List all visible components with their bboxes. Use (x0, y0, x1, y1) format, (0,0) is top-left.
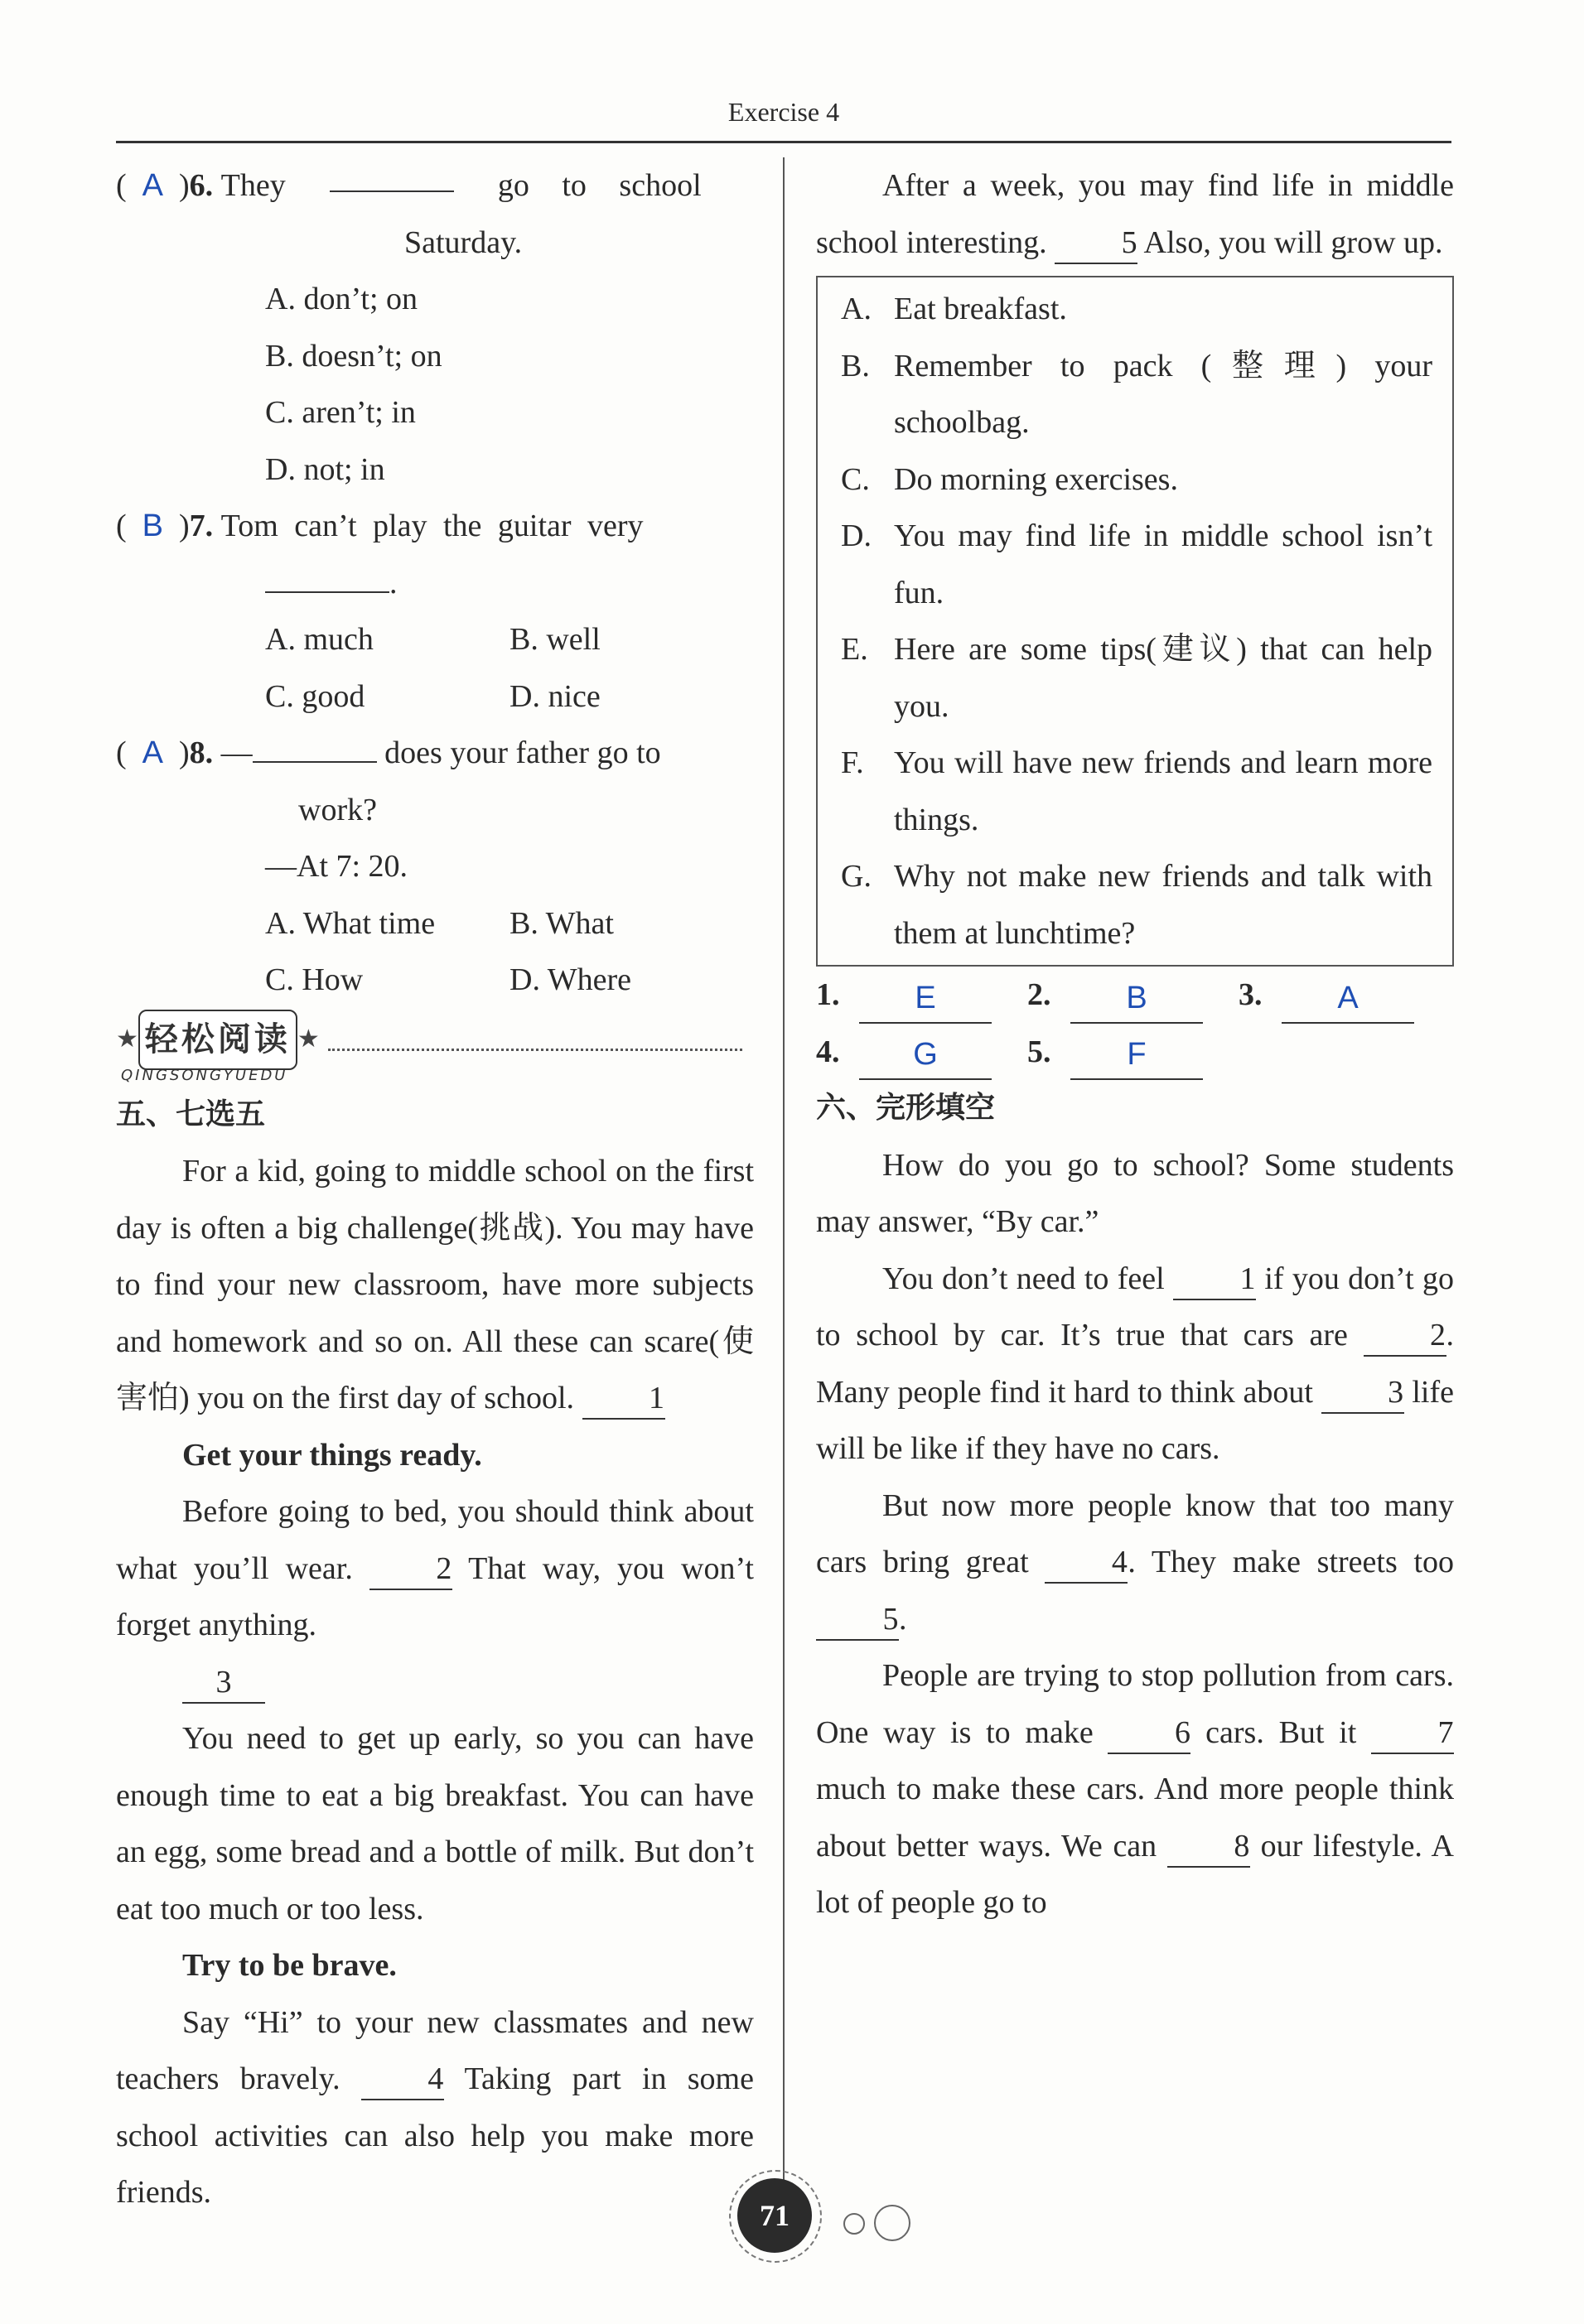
choice-a: A. Eat breakfast. (841, 292, 1067, 326)
answer-cell: 1. E (816, 967, 1027, 1024)
answer-2: B (1070, 974, 1203, 1024)
stem-text: They (220, 168, 286, 203)
answer-blank: 3 (1321, 1372, 1404, 1414)
answer-blank: 4 (1045, 1542, 1128, 1584)
answer-q8: A (142, 735, 164, 770)
dash: — (220, 735, 253, 770)
stem-continuation: Saturday. (404, 224, 523, 260)
answer-3: A (1282, 974, 1414, 1024)
answer-blank: 8 (1167, 1826, 1250, 1868)
options-row (116, 952, 754, 1009)
decorative-circle-icon (874, 2205, 910, 2241)
stem-text: does your father go to (384, 735, 661, 770)
option-d: D. nice (509, 678, 601, 714)
answer-blank: 7 (1371, 1713, 1454, 1754)
passage-paragraph: For a kid, going to middle school on the first day is often a big challenge(挑战). You may have to find your new classroom, have more subjects and homework and so on. All these can scare(使害怕) you on the first day of school. 1 (116, 1143, 754, 1427)
option-b: B. doesn’t; on (265, 338, 442, 374)
column-divider (783, 157, 785, 2203)
dotted-rule (328, 1029, 742, 1051)
answer-q7: B (142, 509, 164, 543)
answer-cell: 4. G (816, 1024, 1027, 1081)
answer-blank (265, 558, 389, 593)
answer-blank: 5 (1055, 223, 1137, 264)
stem-text: go to school (497, 168, 702, 203)
answer-1: E (859, 974, 992, 1024)
answer-q6: A (142, 168, 164, 203)
answer-blank: 4 (361, 2059, 444, 2100)
answer-blank: 2 (369, 1549, 452, 1590)
question-number: 8. (189, 735, 214, 770)
question-6: ( A )6. They go to school (116, 157, 754, 215)
question-number: 6. (189, 168, 214, 203)
badge-pinyin: QINGSONGYUEDU (121, 1066, 288, 1084)
passage-paragraph: Before going to bed, you should think about what you’ll wear. 2 That way, you won’t forget anything. (116, 1494, 754, 1642)
passage-blank-line (116, 1654, 754, 1711)
answer-blank (330, 157, 454, 192)
passage-heading: Try to be brave. (182, 1948, 397, 1983)
star-icon: ★ (297, 1025, 320, 1054)
choice-d: D. You may find life in middle school isn’t fun. (841, 518, 1432, 610)
options-row (116, 895, 754, 952)
option-a: A. much (265, 622, 374, 657)
choice-e: E. Here are some tips(建议) that can help you. (841, 632, 1432, 724)
page-number: 71 (737, 2178, 812, 2253)
answer-blank: 1 (582, 1378, 665, 1420)
answer-cell: 5. F (1027, 1024, 1239, 1081)
choice-g: G. Why not make new friends and talk with them at lunchtime? (841, 859, 1432, 951)
right-column (816, 157, 1454, 1931)
answer-blank (253, 728, 377, 763)
option-d: D. Where (509, 962, 632, 997)
reading-section-badge (116, 1015, 754, 1065)
answer-5: F (1070, 1030, 1203, 1080)
passage-heading: Get your things ready. (182, 1437, 482, 1473)
question-number: 7. (189, 509, 214, 543)
passage-paragraph: You need to get up early, so you can have enough time to eat a big breakfast. You can have an egg, some bread and a bottle of milk. But don’t eat too much or too less. (116, 1721, 754, 1926)
option-b: B. well (509, 622, 601, 657)
passage-paragraph: Say “Hi” to your new classmates and new teachers bravely. 4 Taking part in some school activities can also help you make more friends. (116, 2004, 754, 2210)
answer-cell: 3. A (1239, 967, 1450, 1024)
dialogue-reply: —At 7: 20. (265, 849, 408, 884)
option-c: C. How (265, 962, 364, 997)
answer-blank: 2 (1364, 1315, 1446, 1357)
stem-continuation: . (116, 555, 754, 612)
passage-paragraph: People are trying to stop pollution from cars. One way is to make 6 cars. But it 7 much to make these cars. And more people think about better ways. We can 8 our lifestyle. A lot of people go to (816, 1658, 1455, 1920)
choice-b: B. Remember to pack (整理) your schoolbag. (841, 348, 1432, 440)
answer-blank: 5 (816, 1599, 899, 1641)
option-c: C. aren’t; in (265, 395, 416, 430)
section-5-title: 五、七选五 (116, 1097, 266, 1131)
stem-text: Tom can’t play the guitar very (220, 509, 644, 543)
answers-row (816, 967, 1454, 1024)
answer-blank: 1 (1173, 1259, 1256, 1300)
options-row (116, 668, 754, 726)
options-row (116, 611, 754, 668)
section-6-title: 六、完形填空 (816, 1091, 996, 1125)
question-8: ( A )8. — does your father go to (116, 725, 754, 782)
option-c: C. good (265, 678, 365, 714)
option-a: A. What time (265, 905, 436, 941)
passage-paragraph: You don’t need to feel 1 if you don’t go to school by car. It’s true that cars are 2. Many people find it hard to think about 3 life will be like if they have no cars. (816, 1251, 1454, 1478)
question-7: ( B )7. Tom can’t play the guitar very (116, 509, 644, 543)
badge-label: 轻松阅读 (138, 1010, 297, 1070)
answer-4: G (859, 1030, 992, 1080)
passage-paragraph: But now more people know that too many cars bring great 4. They make streets too 5. (816, 1478, 1454, 1648)
answer-cell: 2. B (1027, 967, 1239, 1024)
options-box (816, 276, 1454, 967)
page-title: Exercise 4 (727, 97, 840, 127)
left-column (116, 157, 754, 2221)
option-a: A. don’t; on (265, 282, 418, 316)
decorative-circle-icon (843, 2213, 865, 2235)
answers-row (816, 1024, 1454, 1081)
page-header (116, 91, 1451, 143)
answer-blank: 3 (182, 1662, 265, 1704)
option-b: B. What (509, 905, 614, 941)
passage-paragraph: How do you go to school? Some students may answer, “By car.” (816, 1147, 1454, 1239)
answer-blank: 6 (1108, 1713, 1190, 1754)
star-icon: ★ (116, 1025, 138, 1054)
choice-f: F. You will have new friends and learn more things. (841, 745, 1432, 837)
choice-c: C. Do morning exercises. (841, 461, 1178, 497)
passage-paragraph: After a week, you may find life in middle school interesting. 5 Also, you will grow up. (816, 157, 1454, 271)
stem-continuation: work? (298, 792, 377, 827)
option-d: D. not; in (265, 451, 385, 487)
